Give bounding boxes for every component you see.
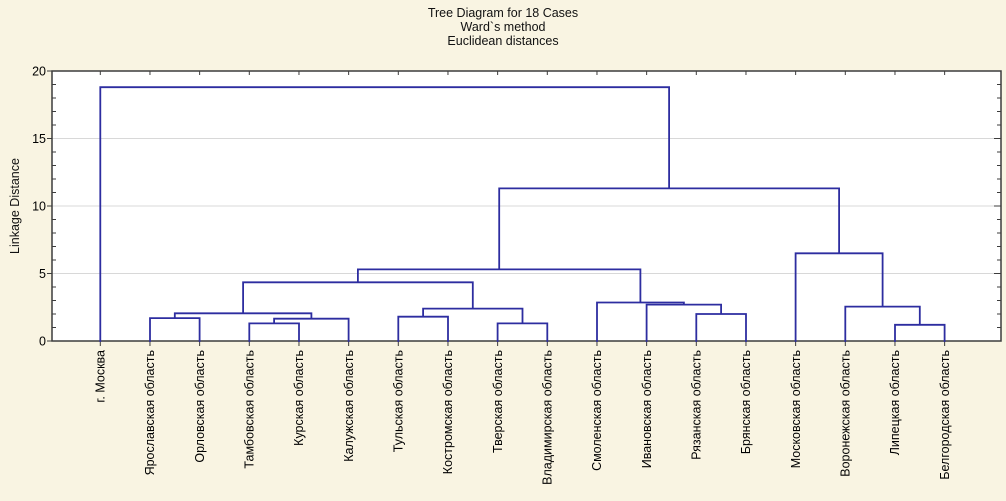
x-axis-leaf-label: Курская область bbox=[292, 350, 307, 446]
x-axis-leaf-label: г. Москва bbox=[93, 350, 108, 403]
chart-subtitle-method: Ward`s method bbox=[460, 20, 546, 34]
x-axis-leaf-label: Смоленская область bbox=[590, 350, 605, 471]
x-axis-leaf-label: Костромская область bbox=[441, 350, 456, 475]
x-axis-leaf-label: Ярославская область bbox=[143, 350, 158, 476]
y-axis-title: Linkage Distance bbox=[8, 158, 22, 254]
y-tick-label: 15 bbox=[32, 132, 46, 146]
x-axis-leaf-label: Ивановская область bbox=[639, 350, 654, 469]
y-tick-label: 20 bbox=[32, 64, 46, 79]
x-axis-leaf-label: Московская область bbox=[788, 350, 803, 469]
chart-subtitle-distance: Euclidean distances bbox=[447, 34, 559, 48]
y-tick-label: 10 bbox=[32, 199, 46, 214]
x-axis-leaf-label: Тверская область bbox=[490, 350, 505, 453]
x-axis-leaf-label: Липецкая область bbox=[888, 350, 903, 456]
x-axis-leaf-label: Калужская область bbox=[341, 350, 356, 462]
x-axis-leaf-label: Тамбовская область bbox=[242, 350, 257, 469]
x-axis-leaf-label: Владимирская область bbox=[540, 350, 555, 485]
y-tick-label: 5 bbox=[39, 267, 46, 281]
y-tick-label: 0 bbox=[39, 334, 46, 349]
x-axis-leaf-label: Белгородская область bbox=[937, 350, 952, 480]
x-axis-leaf-label: Орловская область bbox=[192, 350, 207, 463]
x-axis-leaf-label: Брянская область bbox=[739, 350, 754, 455]
x-axis-leaf-label: Воронежская область bbox=[838, 350, 853, 477]
x-axis-leaf-label: Рязанская область bbox=[689, 350, 704, 460]
x-axis-leaf-label: Тульская область bbox=[391, 350, 406, 453]
chart-title: Tree Diagram for 18 Cases bbox=[427, 6, 579, 20]
